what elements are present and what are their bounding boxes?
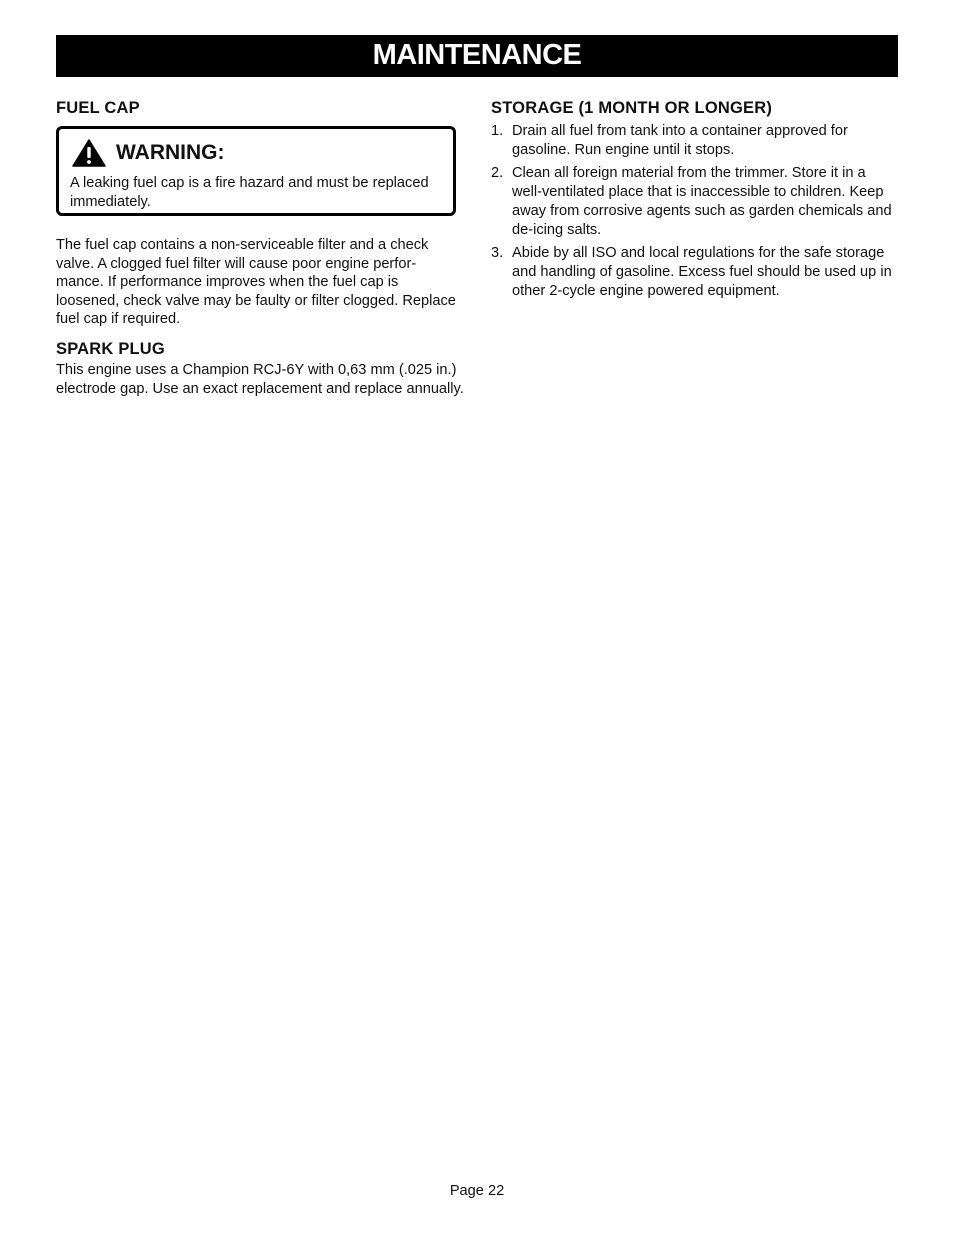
list-item: [491, 244, 895, 302]
warning-title: WARNING:: [116, 141, 225, 164]
list-item-text: Drain all fuel from tank into a container approved for gasoline. Run engine until it stops.: [512, 123, 848, 159]
list-item-number: 3.: [491, 244, 504, 261]
left-column: [56, 96, 464, 398]
page-banner: [56, 35, 898, 77]
storage-steps: [491, 122, 895, 302]
storage-heading: STORAGE (1 MONTH OR LONGER): [491, 99, 773, 117]
warning-header: [70, 138, 444, 168]
warning-box: [56, 126, 456, 216]
list-item-text: Clean all foreign material from the trimmer. Store it in a well-ventilated place that is inaccessible to children. Keep away from corrosive agents such as garden chemicals and de-icing salts.: [512, 164, 892, 239]
spark-plug-heading: SPARK PLUG: [56, 339, 165, 358]
list-item-number: 1.: [491, 123, 504, 139]
list-item: [491, 122, 895, 161]
list-item-text: Abide by all ISO and local regulations for the safe storage and handling of gasoline. Excess fuel should be used up in other 2-cycle engine powered equipment.: [512, 244, 892, 300]
page-number: Page 22: [449, 1183, 505, 1199]
warning-text: A leaking fuel cap is a fire hazard and must be replaced immediately.: [70, 175, 429, 210]
spark-plug-body: This engine uses a Champion RCJ-6Y with 0,63 mm (.025 in.) electrode gap. Use an exact replacement and replace annually.: [56, 361, 464, 397]
list-item: [491, 164, 895, 241]
right-column: [491, 96, 895, 305]
page-title: MAINTENANCE: [372, 39, 582, 71]
fuel-cap-body: The fuel cap contains a non-serviceable filter and a check valve. A clogged fuel filter will cause poor engine perfor-mance. If performance improves when the fuel cap is loosened, check valve may be faulty or filter clogged. Replace fuel cap if required.: [56, 237, 456, 328]
warning-triangle-icon: [72, 139, 106, 167]
list-item-number: 2.: [491, 164, 504, 181]
fuel-cap-heading: FUEL CAP: [56, 99, 140, 117]
